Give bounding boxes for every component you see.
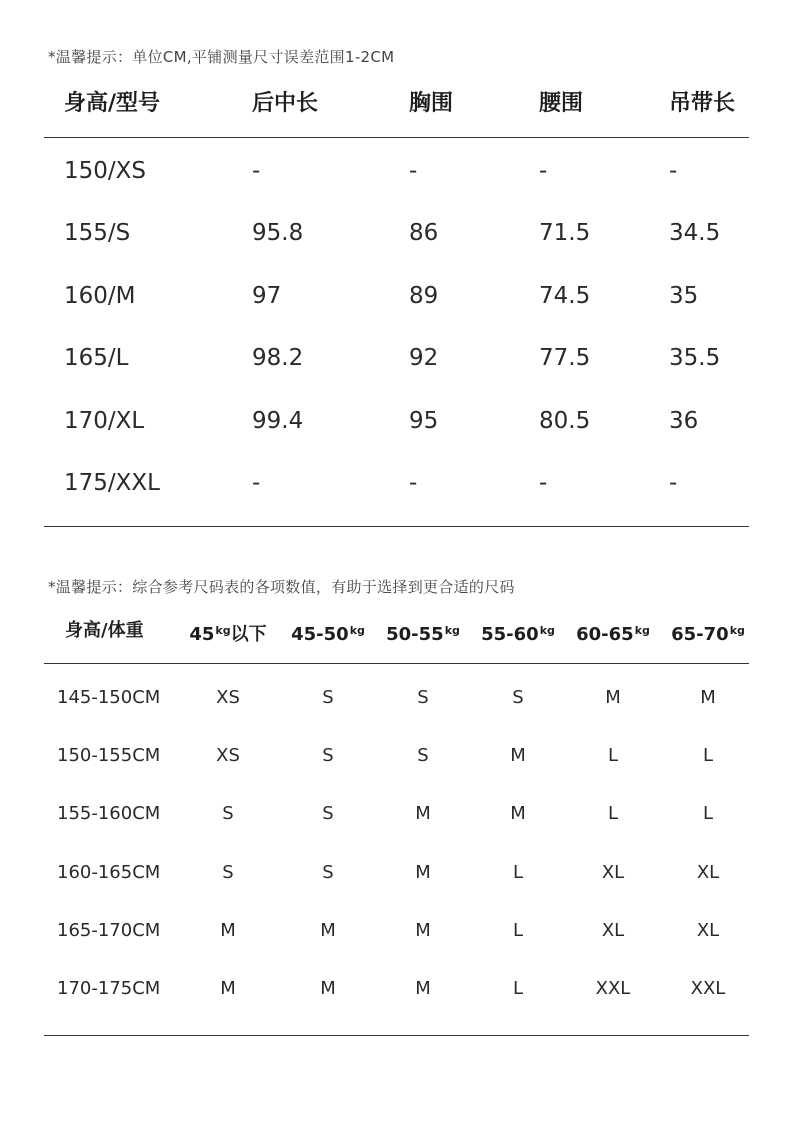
- table1-cell-size: 175/XXL: [64, 470, 160, 496]
- table1-cell-strap-length: 35.5: [669, 345, 721, 371]
- table-row: [0, 151, 790, 191]
- table1-cell-size: 165/L: [64, 345, 129, 371]
- weight-unit: kg: [634, 624, 650, 637]
- table-row: [0, 914, 790, 948]
- table1-cell-waist: 71.5: [539, 220, 591, 246]
- weight-suffix: 以下: [230, 624, 267, 645]
- table1-cell-strap-length: 35: [669, 283, 699, 309]
- table2-cell-height: 165-170CM: [57, 920, 161, 941]
- table-row: [0, 276, 790, 316]
- table1-cell-size: 170/XL: [64, 408, 145, 434]
- table1-cell-back-length: 95.8: [252, 220, 304, 246]
- table2-cell-size: M: [415, 920, 431, 941]
- table1-cell-back-length: 98.2: [252, 345, 304, 371]
- table1-cell-bust: 95: [409, 408, 439, 434]
- weight-range: 65-70: [671, 624, 729, 645]
- table1-cell-size: 160/M: [64, 283, 136, 309]
- table1-header-row: [0, 84, 790, 124]
- table1-cell-bust: 89: [409, 283, 439, 309]
- table2-cell-size: XL: [696, 862, 720, 883]
- table1-header-strap-length: 吊带长: [669, 91, 736, 116]
- table2-header-corner: 身高/体重: [65, 620, 144, 641]
- table-row: [0, 797, 790, 831]
- table1-header-divider: [44, 137, 749, 138]
- table-row: [0, 856, 790, 890]
- table1-cell-waist: 80.5: [539, 408, 591, 434]
- table1-header-back-length: 后中长: [252, 91, 319, 116]
- table2-cell-size: S: [222, 803, 234, 824]
- table2-header-weight: [283, 614, 373, 648]
- table1-cell-waist: -: [539, 470, 548, 496]
- table2-cell-size: M: [700, 687, 716, 708]
- table2-cell-size: XL: [601, 862, 625, 883]
- table1-cell-bust: -: [409, 470, 418, 496]
- table2-header-row: [0, 614, 790, 648]
- table1-header-waist: 腰围: [539, 91, 584, 116]
- table2-cell-size: M: [510, 745, 526, 766]
- table2-cell-size: M: [605, 687, 621, 708]
- table1-bottom-divider: [44, 526, 749, 527]
- table2-cell-size: L: [702, 745, 714, 766]
- table2-header-weight: [568, 614, 658, 648]
- table-row: [0, 463, 790, 503]
- table2-note: *温馨提示：综合参考尺码表的各项数值，有助于选择到更合适的尺码: [48, 578, 515, 596]
- weight-unit: kg: [215, 624, 231, 637]
- table1-cell-back-length: -: [252, 470, 261, 496]
- table2-cell-size: M: [415, 978, 431, 999]
- table2-header-weight: [378, 614, 468, 648]
- table2-cell-size: S: [512, 687, 524, 708]
- weight-range: 55-60: [481, 624, 539, 645]
- table2-bottom-divider: [44, 1035, 749, 1036]
- table2-cell-size: S: [322, 745, 334, 766]
- weight-unit: kg: [444, 624, 460, 637]
- table2-cell-size: L: [512, 862, 524, 883]
- table-row: [0, 739, 790, 773]
- table2-cell-height: 160-165CM: [57, 862, 161, 883]
- table2-cell-size: S: [322, 687, 334, 708]
- table2-cell-height: 170-175CM: [57, 978, 161, 999]
- table2-cell-size: XL: [601, 920, 625, 941]
- weight-range: 45-50: [291, 624, 349, 645]
- table1-cell-bust: -: [409, 158, 418, 184]
- table2-cell-size: S: [322, 803, 334, 824]
- table1-cell-back-length: 97: [252, 283, 282, 309]
- table2-cell-size: L: [702, 803, 714, 824]
- table1-note: *温馨提示：单位CM,平铺测量尺寸误差范围1-2CM: [48, 48, 395, 66]
- table1-cell-back-length: 99.4: [252, 408, 304, 434]
- table2-cell-size: S: [222, 862, 234, 883]
- table1-cell-waist: 74.5: [539, 283, 591, 309]
- table-row: [0, 338, 790, 378]
- table1-cell-strap-length: -: [669, 158, 678, 184]
- table-row: [0, 681, 790, 715]
- table2-cell-height: 150-155CM: [57, 745, 161, 766]
- table2-cell-size: L: [512, 978, 524, 999]
- table2-cell-size: M: [220, 920, 236, 941]
- table2-cell-height: 145-150CM: [57, 687, 161, 708]
- table1-cell-size: 150/XS: [64, 158, 147, 184]
- table2-header-weight: [473, 614, 563, 648]
- table2-cell-size: M: [415, 862, 431, 883]
- table2-header-divider: [44, 663, 749, 664]
- weight-range: 45: [189, 624, 215, 645]
- table1-cell-strap-length: 36: [669, 408, 699, 434]
- table2-header-weight: [663, 614, 753, 648]
- table2-cell-size: L: [512, 920, 524, 941]
- table2-cell-size: S: [322, 862, 334, 883]
- table2-cell-size: M: [320, 978, 336, 999]
- table1-cell-waist: -: [539, 158, 548, 184]
- table1-cell-back-length: -: [252, 158, 261, 184]
- table2-cell-size: XL: [696, 920, 720, 941]
- weight-unit: kg: [349, 624, 365, 637]
- table2-cell-size: M: [510, 803, 526, 824]
- table1-cell-bust: 86: [409, 220, 439, 246]
- table-row: [0, 972, 790, 1006]
- weight-range: 50-55: [386, 624, 444, 645]
- table1-header-bust: 胸围: [409, 91, 454, 116]
- table2-cell-size: XS: [216, 687, 240, 708]
- table2-cell-size: L: [607, 745, 619, 766]
- table2-cell-height: 155-160CM: [57, 803, 161, 824]
- weight-unit: kg: [729, 624, 745, 637]
- weight-range: 60-65: [576, 624, 634, 645]
- table1-cell-bust: 92: [409, 345, 439, 371]
- table2-cell-size: XS: [216, 745, 240, 766]
- table1-header-size: 身高/型号: [64, 91, 161, 116]
- table1-cell-size: 155/S: [64, 220, 131, 246]
- table1-cell-strap-length: 34.5: [669, 220, 721, 246]
- table-row: [0, 213, 790, 253]
- table1-cell-waist: 77.5: [539, 345, 591, 371]
- table2-cell-size: XXL: [595, 978, 631, 999]
- table2-cell-size: M: [220, 978, 236, 999]
- table2-cell-size: M: [415, 803, 431, 824]
- table2-cell-size: S: [417, 687, 429, 708]
- table2-header-weight: [183, 614, 273, 648]
- weight-unit: kg: [539, 624, 555, 637]
- table2-cell-size: S: [417, 745, 429, 766]
- table1-cell-strap-length: -: [669, 470, 678, 496]
- table-row: [0, 401, 790, 441]
- table2-cell-size: L: [607, 803, 619, 824]
- table2-cell-size: M: [320, 920, 336, 941]
- table2-cell-size: XXL: [690, 978, 726, 999]
